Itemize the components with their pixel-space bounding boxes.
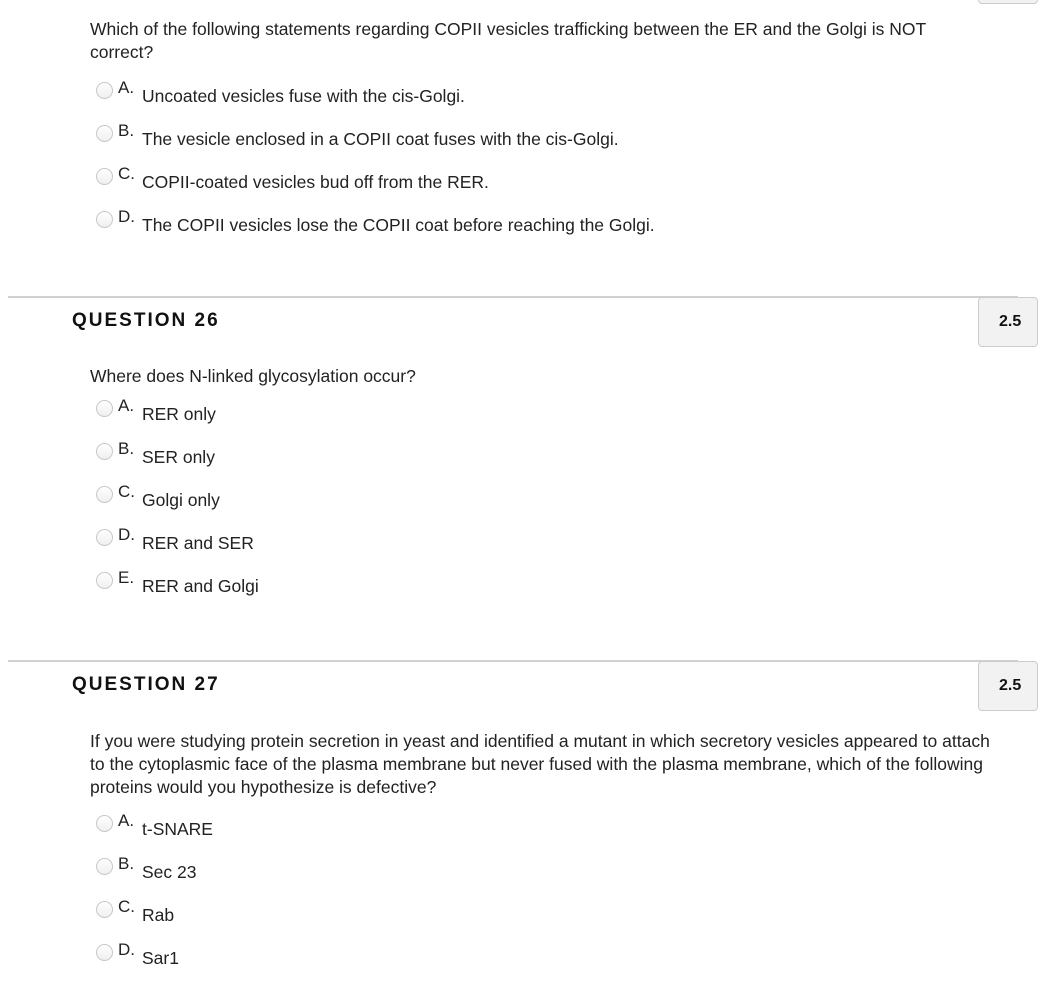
radio-button[interactable] bbox=[96, 168, 113, 185]
option-letter: D. bbox=[118, 940, 135, 959]
question-heading: QUESTION 27 bbox=[72, 674, 220, 695]
radio-button[interactable] bbox=[96, 572, 113, 589]
question-heading: QUESTION 26 bbox=[72, 310, 220, 331]
option-letter: B. bbox=[118, 439, 135, 458]
option-text: Sec 23 bbox=[142, 862, 197, 882]
option-letter: C. bbox=[118, 897, 135, 916]
points-badge bbox=[978, 297, 1038, 347]
option-letter: D. bbox=[118, 525, 135, 544]
option-text: RER and SER bbox=[142, 533, 254, 553]
option-letter: C. bbox=[118, 164, 135, 183]
option-text: Rab bbox=[142, 905, 175, 925]
divider bbox=[8, 296, 1018, 298]
option-text: t-SNARE bbox=[142, 819, 213, 839]
option-text: The vesicle enclosed in a COPII coat fuses with the cis-Golgi. bbox=[142, 129, 619, 149]
divider bbox=[8, 660, 1018, 662]
radio-button[interactable] bbox=[96, 815, 113, 832]
points-badge bbox=[978, 661, 1038, 711]
points-badge-prev bbox=[978, 0, 1038, 4]
points-value: 2.5 bbox=[999, 677, 1022, 694]
question-text: Which of the following statements regarding COPII vesicles trafficking between the ER and the Golgi is NOT correct? bbox=[90, 19, 926, 62]
radio-button[interactable] bbox=[96, 486, 113, 503]
option-letter: B. bbox=[118, 121, 135, 140]
radio-button[interactable] bbox=[96, 901, 113, 918]
option-letter: A. bbox=[118, 78, 135, 97]
option-letter: E. bbox=[118, 568, 135, 587]
question-text: If you were studying protein secretion in yeast and identified a mutant in which secretory vesicles appeared to attach to the cytoplasmic face of the plasma membrane but never fused with the plasma membrane, which of the following proteins would you hypothesize is defective? bbox=[90, 731, 990, 797]
option-text: Sar1 bbox=[142, 948, 179, 968]
radio-button[interactable] bbox=[96, 211, 113, 228]
radio-button[interactable] bbox=[96, 529, 113, 546]
option-text: RER only bbox=[142, 404, 216, 424]
option-letter: A. bbox=[118, 396, 135, 415]
option-text: Golgi only bbox=[142, 490, 220, 510]
option-letter: D. bbox=[118, 207, 135, 226]
option-letter: C. bbox=[118, 482, 135, 501]
option-letter: B. bbox=[118, 854, 135, 873]
radio-button[interactable] bbox=[96, 82, 113, 99]
option-letter: A. bbox=[118, 811, 135, 830]
question-text: Where does N-linked glycosylation occur? bbox=[90, 366, 416, 386]
radio-button[interactable] bbox=[96, 944, 113, 961]
points-value: 2.5 bbox=[999, 313, 1022, 330]
radio-button[interactable] bbox=[96, 400, 113, 417]
option-text: COPII-coated vesicles bud off from the RER. bbox=[142, 172, 489, 192]
radio-button[interactable] bbox=[96, 125, 113, 142]
radio-button[interactable] bbox=[96, 858, 113, 875]
option-text: RER and Golgi bbox=[142, 576, 259, 596]
option-text: SER only bbox=[142, 447, 215, 467]
option-text: The COPII vesicles lose the COPII coat before reaching the Golgi. bbox=[142, 215, 655, 235]
option-text: Uncoated vesicles fuse with the cis-Golgi. bbox=[142, 86, 465, 106]
radio-button[interactable] bbox=[96, 443, 113, 460]
